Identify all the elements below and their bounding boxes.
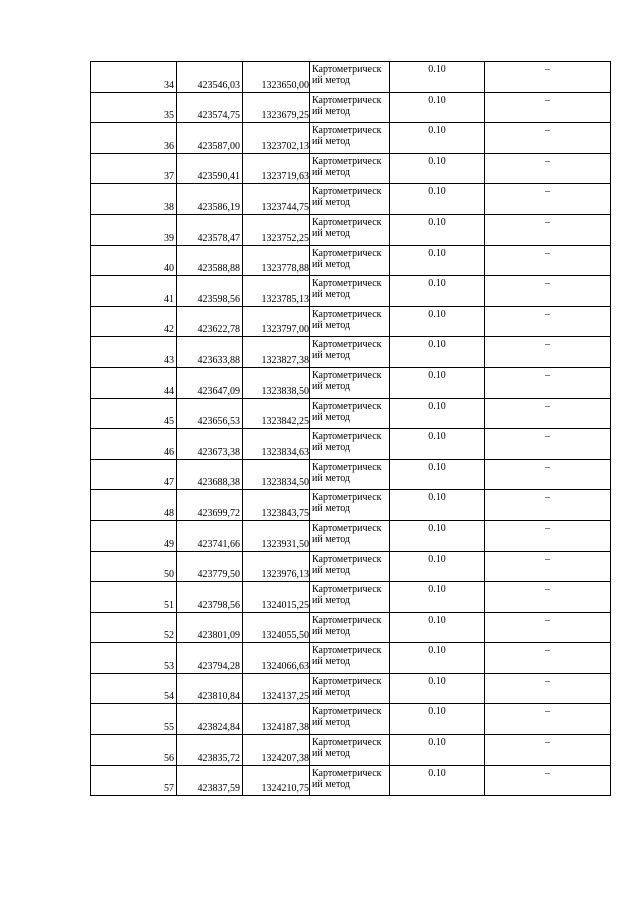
method-cell <box>310 704 390 735</box>
accuracy-cell: 0.10 <box>390 398 485 429</box>
method-text-line-1: Картометрическ <box>312 431 382 443</box>
coordinate-y-cell: 1324210,75 <box>243 765 310 796</box>
coordinate-x-cell: 423587,00 <box>177 123 243 154</box>
coordinate-y-cell: 1323785,13 <box>243 276 310 307</box>
point-number-cell: 48 <box>91 490 177 521</box>
method-text-line-2: ий метод <box>312 717 351 729</box>
description-cell: – <box>485 673 611 704</box>
coordinate-y-cell: 1324207,38 <box>243 735 310 766</box>
table-row <box>91 306 611 337</box>
description-cell: – <box>485 92 611 123</box>
coordinate-x-cell: 423835,72 <box>177 735 243 766</box>
description-cell: – <box>485 214 611 245</box>
method-text-line-2: ий метод <box>312 656 351 668</box>
method-text-line-1: Картометрическ <box>312 553 382 565</box>
method-text-line-2: ий метод <box>312 136 351 148</box>
accuracy-cell: 0.10 <box>390 306 485 337</box>
table-row <box>91 62 611 93</box>
accuracy-cell: 0.10 <box>390 429 485 460</box>
coordinate-y-cell: 1324055,50 <box>243 612 310 643</box>
table-row <box>91 245 611 276</box>
point-number-cell: 47 <box>91 459 177 490</box>
description-cell: – <box>485 123 611 154</box>
description-cell: – <box>485 490 611 521</box>
method-cell <box>310 673 390 704</box>
method-text-line-2: ий метод <box>312 748 351 760</box>
coordinate-y-cell: 1323679,25 <box>243 92 310 123</box>
coordinate-x-cell: 423647,09 <box>177 367 243 398</box>
coordinate-x-cell: 423824,84 <box>177 704 243 735</box>
coordinate-x-cell: 423588,88 <box>177 245 243 276</box>
accuracy-cell: 0.10 <box>390 612 485 643</box>
accuracy-cell: 0.10 <box>390 765 485 796</box>
point-number-cell: 44 <box>91 367 177 398</box>
point-number-cell: 54 <box>91 673 177 704</box>
table-row <box>91 123 611 154</box>
accuracy-cell: 0.10 <box>390 551 485 582</box>
description-cell: – <box>485 612 611 643</box>
method-cell <box>310 582 390 613</box>
description-cell: – <box>485 704 611 735</box>
accuracy-cell: 0.10 <box>390 582 485 613</box>
coordinate-x-cell: 423578,47 <box>177 214 243 245</box>
method-cell <box>310 735 390 766</box>
description-cell: – <box>485 429 611 460</box>
method-cell <box>310 123 390 154</box>
point-number-cell: 43 <box>91 337 177 368</box>
coordinate-x-cell: 423798,56 <box>177 582 243 613</box>
accuracy-cell: 0.10 <box>390 459 485 490</box>
coordinate-y-cell: 1323752,25 <box>243 214 310 245</box>
table-row <box>91 643 611 674</box>
method-cell <box>310 459 390 490</box>
method-text-line-2: ий метод <box>312 625 351 637</box>
method-text-line-1: Картометрическ <box>312 614 382 626</box>
method-text-line-1: Картометрическ <box>312 675 382 687</box>
point-number-cell: 53 <box>91 643 177 674</box>
point-number-cell: 40 <box>91 245 177 276</box>
accuracy-cell: 0.10 <box>390 735 485 766</box>
coordinate-x-cell: 423794,28 <box>177 643 243 674</box>
coordinate-y-cell: 1324137,25 <box>243 673 310 704</box>
point-number-cell: 37 <box>91 153 177 184</box>
point-number-cell: 50 <box>91 551 177 582</box>
method-text-line-1: Картометрическ <box>312 767 382 779</box>
table-row <box>91 735 611 766</box>
table-row <box>91 429 611 460</box>
coordinate-x-cell: 423810,84 <box>177 673 243 704</box>
description-cell: – <box>485 582 611 613</box>
point-number-cell: 52 <box>91 612 177 643</box>
method-cell <box>310 184 390 215</box>
table-row <box>91 184 611 215</box>
method-cell <box>310 520 390 551</box>
method-cell <box>310 153 390 184</box>
coordinate-x-cell: 423598,56 <box>177 276 243 307</box>
method-text-line-1: Картометрическ <box>312 278 382 290</box>
table-row <box>91 520 611 551</box>
method-text-line-1: Картометрическ <box>312 186 382 198</box>
coordinate-y-cell: 1323842,25 <box>243 398 310 429</box>
method-text-line-2: ий метод <box>312 411 351 423</box>
accuracy-cell: 0.10 <box>390 490 485 521</box>
method-cell <box>310 306 390 337</box>
coordinate-x-cell: 423574,75 <box>177 92 243 123</box>
point-number-cell: 41 <box>91 276 177 307</box>
coordinate-y-cell: 1323827,38 <box>243 337 310 368</box>
accuracy-cell: 0.10 <box>390 520 485 551</box>
coordinate-x-cell: 423622,78 <box>177 306 243 337</box>
description-cell: – <box>485 306 611 337</box>
description-cell: – <box>485 337 611 368</box>
coordinate-x-cell: 423699,72 <box>177 490 243 521</box>
table-row <box>91 276 611 307</box>
method-text-line-2: ий метод <box>312 227 351 239</box>
method-cell <box>310 62 390 93</box>
table-row <box>91 153 611 184</box>
coordinate-x-cell: 423673,38 <box>177 429 243 460</box>
table-row <box>91 612 611 643</box>
method-text-line-2: ий метод <box>312 75 351 86</box>
point-number-cell: 56 <box>91 735 177 766</box>
method-cell <box>310 337 390 368</box>
method-cell <box>310 612 390 643</box>
method-text-line-2: ий метод <box>312 105 351 117</box>
coordinate-y-cell: 1323719,63 <box>243 153 310 184</box>
method-text-line-1: Картометрическ <box>312 216 382 228</box>
table-row <box>91 398 611 429</box>
method-text-line-1: Картометрическ <box>312 461 382 473</box>
description-cell: – <box>485 276 611 307</box>
accuracy-cell: 0.10 <box>390 367 485 398</box>
point-number-cell: 35 <box>91 92 177 123</box>
table-row <box>91 367 611 398</box>
method-text-line-2: ий метод <box>312 472 351 484</box>
method-text-line-2: ий метод <box>312 166 351 178</box>
method-text-line-1: Картометрическ <box>312 522 382 534</box>
table-row <box>91 337 611 368</box>
table-row <box>91 673 611 704</box>
table-row <box>91 704 611 735</box>
method-text-line-1: Картометрическ <box>312 155 382 167</box>
point-number-cell: 45 <box>91 398 177 429</box>
accuracy-cell: 0.10 <box>390 214 485 245</box>
method-text-line-2: ий метод <box>312 197 351 209</box>
point-number-cell: 51 <box>91 582 177 613</box>
coordinates-table <box>90 61 611 796</box>
table-row <box>91 214 611 245</box>
coordinate-y-cell: 1323976,13 <box>243 551 310 582</box>
method-text-line-2: ий метод <box>312 503 351 515</box>
method-cell <box>310 490 390 521</box>
point-number-cell: 49 <box>91 520 177 551</box>
coordinate-y-cell: 1324015,25 <box>243 582 310 613</box>
accuracy-cell: 0.10 <box>390 92 485 123</box>
coordinate-y-cell: 1323931,50 <box>243 520 310 551</box>
table-row <box>91 490 611 521</box>
coordinate-x-cell: 423837,59 <box>177 765 243 796</box>
description-cell: – <box>485 735 611 766</box>
description-cell: – <box>485 520 611 551</box>
method-text-line-1: Картометрическ <box>312 400 382 412</box>
table-row <box>91 765 611 796</box>
description-cell: – <box>485 184 611 215</box>
description-cell: – <box>485 153 611 184</box>
method-text-line-2: ий метод <box>312 778 351 790</box>
coordinate-x-cell: 423546,03 <box>177 62 243 93</box>
description-cell: – <box>485 551 611 582</box>
method-text-line-1: Картометрическ <box>312 339 382 351</box>
table-row <box>91 551 611 582</box>
coordinate-x-cell: 423688,38 <box>177 459 243 490</box>
coordinate-y-cell: 1323834,63 <box>243 429 310 460</box>
method-text-line-2: ий метод <box>312 442 351 454</box>
method-text-line-1: Картометрическ <box>312 645 382 657</box>
method-text-line-2: ий метод <box>312 686 351 698</box>
method-text-line-1: Картометрическ <box>312 584 382 596</box>
method-cell <box>310 214 390 245</box>
description-cell: – <box>485 765 611 796</box>
coordinate-y-cell: 1324066,63 <box>243 643 310 674</box>
table-row <box>91 459 611 490</box>
method-cell <box>310 367 390 398</box>
method-cell <box>310 429 390 460</box>
point-number-cell: 46 <box>91 429 177 460</box>
coordinate-y-cell: 1324187,38 <box>243 704 310 735</box>
coordinate-y-cell: 1323702,13 <box>243 123 310 154</box>
description-cell: – <box>485 643 611 674</box>
accuracy-cell: 0.10 <box>390 337 485 368</box>
method-text-line-1: Картометрическ <box>312 706 382 718</box>
method-text-line-2: ий метод <box>312 595 351 607</box>
method-text-line-1: Картометрическ <box>312 737 382 749</box>
method-cell <box>310 551 390 582</box>
accuracy-cell: 0.10 <box>390 153 485 184</box>
accuracy-cell: 0.10 <box>390 62 485 93</box>
method-text-line-2: ий метод <box>312 319 351 331</box>
accuracy-cell: 0.10 <box>390 184 485 215</box>
method-cell <box>310 92 390 123</box>
coordinate-y-cell: 1323744,75 <box>243 184 310 215</box>
description-cell: – <box>485 459 611 490</box>
method-text-line-1: Картометрическ <box>312 64 382 75</box>
method-text-line-1: Картометрическ <box>312 308 382 320</box>
coordinate-x-cell: 423801,09 <box>177 612 243 643</box>
method-cell <box>310 643 390 674</box>
method-cell <box>310 276 390 307</box>
method-cell <box>310 765 390 796</box>
coordinate-y-cell: 1323650,00 <box>243 62 310 93</box>
description-cell: – <box>485 245 611 276</box>
coordinates-table-body <box>91 62 611 796</box>
description-cell: – <box>485 367 611 398</box>
accuracy-cell: 0.10 <box>390 123 485 154</box>
point-number-cell: 36 <box>91 123 177 154</box>
accuracy-cell: 0.10 <box>390 673 485 704</box>
method-text-line-2: ий метод <box>312 380 351 392</box>
description-cell: – <box>485 398 611 429</box>
table-row <box>91 582 611 613</box>
method-text-line-2: ий метод <box>312 258 351 270</box>
method-cell <box>310 398 390 429</box>
coordinate-y-cell: 1323834,50 <box>243 459 310 490</box>
method-text-line-1: Картометрическ <box>312 492 382 504</box>
coordinate-y-cell: 1323843,75 <box>243 490 310 521</box>
method-text-line-1: Картометрическ <box>312 369 382 381</box>
method-text-line-2: ий метод <box>312 564 351 576</box>
point-number-cell: 34 <box>91 62 177 93</box>
point-number-cell: 55 <box>91 704 177 735</box>
accuracy-cell: 0.10 <box>390 704 485 735</box>
coordinate-x-cell: 423633,88 <box>177 337 243 368</box>
accuracy-cell: 0.10 <box>390 643 485 674</box>
coordinate-x-cell: 423741,66 <box>177 520 243 551</box>
coordinate-y-cell: 1323778,88 <box>243 245 310 276</box>
coordinate-x-cell: 423779,50 <box>177 551 243 582</box>
point-number-cell: 39 <box>91 214 177 245</box>
point-number-cell: 42 <box>91 306 177 337</box>
coordinate-x-cell: 423656,53 <box>177 398 243 429</box>
method-cell <box>310 245 390 276</box>
coordinate-x-cell: 423586,19 <box>177 184 243 215</box>
method-text-line-2: ий метод <box>312 533 351 545</box>
coordinate-y-cell: 1323838,50 <box>243 367 310 398</box>
method-text-line-2: ий метод <box>312 350 351 362</box>
accuracy-cell: 0.10 <box>390 245 485 276</box>
accuracy-cell: 0.10 <box>390 276 485 307</box>
method-text-line-2: ий метод <box>312 289 351 301</box>
description-cell: – <box>485 62 611 93</box>
point-number-cell: 38 <box>91 184 177 215</box>
method-text-line-1: Картометрическ <box>312 125 382 137</box>
coordinate-y-cell: 1323797,00 <box>243 306 310 337</box>
method-text-line-1: Картометрическ <box>312 247 382 259</box>
table-row <box>91 92 611 123</box>
point-number-cell: 57 <box>91 765 177 796</box>
method-text-line-1: Картометрическ <box>312 94 382 106</box>
coordinate-x-cell: 423590,41 <box>177 153 243 184</box>
